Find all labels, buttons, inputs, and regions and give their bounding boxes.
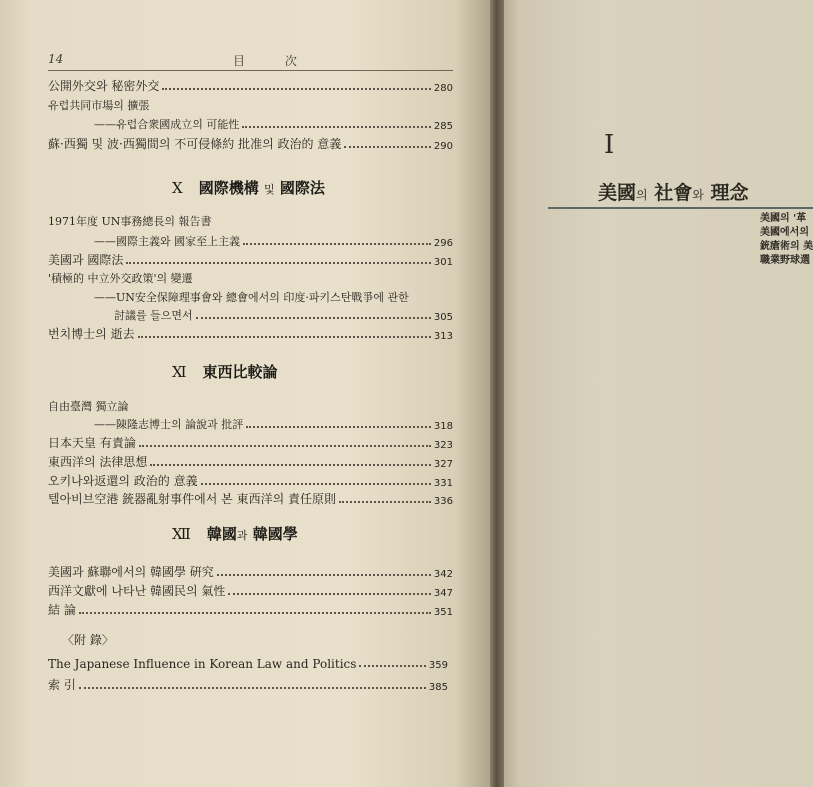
part-contents-item: 銃瘡術의 美 xyxy=(760,241,813,252)
toc-subentry: ——陳隆志博士의 論說과 批評 318 xyxy=(94,418,453,432)
appendix-label: 〈附 錄〉 xyxy=(62,633,114,647)
running-head: 目 次 xyxy=(233,54,315,68)
part-contents-list xyxy=(760,212,813,268)
toc-entry: 오키나와返還의 政治的 意義 331 xyxy=(48,474,453,489)
toc-entry: 蘇·西獨 및 波·西獨間의 不可侵條約 批准의 政治的 意義 290 xyxy=(48,137,453,152)
toc-entry: 結 論 351 xyxy=(48,603,453,618)
part-contents-item: 美國의 '革 xyxy=(760,213,807,224)
toc-entry: 公開外交와 秘密外交 280 xyxy=(48,79,453,94)
toc-subentry: ——유럽合衆國成立의 可能性 285 xyxy=(94,118,453,132)
section-heading-xii: Ⅻ 韓國과 韓國學 xyxy=(172,525,298,543)
part-contents-item: 美國에서의 xyxy=(760,227,809,238)
toc-entry: 1971年度 UN事務總長의 報告書 xyxy=(48,215,212,228)
section-heading-x: Ⅹ 國際機構 및 國際法 xyxy=(172,179,325,197)
toc-entry: The Japanese Influence in Korean Law and Politics 359 xyxy=(48,657,448,671)
right-page xyxy=(504,0,813,787)
part-title-rule xyxy=(548,207,813,209)
toc-entry: 東西洋의 法律思想 327 xyxy=(48,455,453,470)
toc-entry: '積極的 中立外交政策'의 變遷 xyxy=(48,272,193,285)
section-heading-xi: Ⅺ 東西比較論 xyxy=(172,363,278,381)
toc-entry: 西洋文獻에 나타난 韓國民의 氣性 347 xyxy=(48,584,453,599)
toc-entry: 美國과 蘇聯에서의 韓國學 硏究 342 xyxy=(48,565,453,580)
toc-entry: 日本天皇 有責論 323 xyxy=(48,436,453,451)
part-number: Ⅰ xyxy=(604,130,615,160)
part-contents-item: 職業野球選 xyxy=(760,255,810,266)
toc-entry: 번치博士의 逝去 313 xyxy=(48,327,453,342)
toc-entry: 自由臺灣 獨立論 xyxy=(48,400,129,413)
header-rule xyxy=(48,70,453,71)
part-title: 美國의 社會와 理念 xyxy=(598,182,749,204)
toc-entry: 텔아비브空港 銃器亂射事件에서 본 東西洋의 責任原則 336 xyxy=(48,492,453,507)
book-gutter xyxy=(490,0,504,787)
toc-subentry: ——國際主義와 國家至上主義 296 xyxy=(94,235,453,249)
toc-entry: 유럽共同市場의 擴張 xyxy=(48,99,150,112)
toc-subentry: ——UN安全保障理事會와 總會에서의 印度·파키스탄戰爭에 관한 xyxy=(94,291,409,304)
toc-entry: 索 引 385 xyxy=(48,678,448,693)
page-number: 14 xyxy=(48,52,64,66)
toc-entry: 美國과 國際法 301 xyxy=(48,253,453,268)
toc-subentry: 討議를 들으면서 305 xyxy=(114,309,453,323)
